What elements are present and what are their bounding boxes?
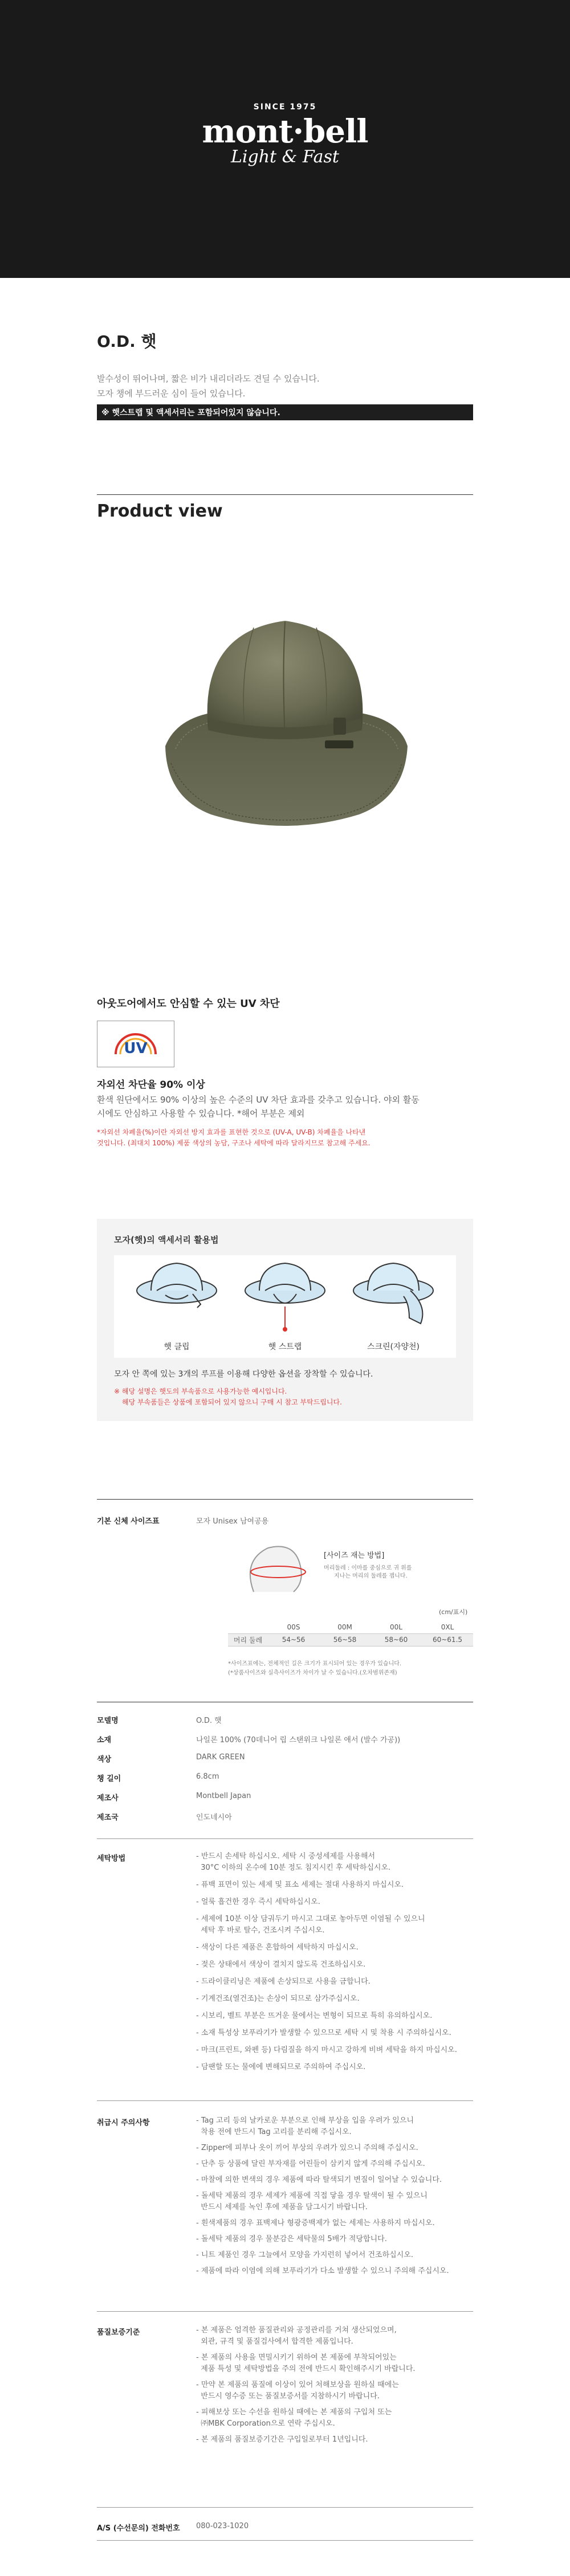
spec-label: 소재 (97, 1736, 112, 1744)
size-label: 기본 신체 사이즈표 (97, 1517, 160, 1526)
size-unit: (cm/표시) (439, 1608, 468, 1616)
product-view-title: Product view (97, 501, 223, 521)
divider (97, 494, 473, 495)
divider (97, 2100, 473, 2101)
spec-row (97, 1788, 473, 1808)
uv-note-1: *자외선 차폐율(%)이란 자외선 방지 효과를 표현한 것으로 (UV-A, UV-B) 차폐율을 나타낸 (97, 1128, 366, 1136)
spec-row (97, 1711, 473, 1730)
quality-item: 반드시 영수증 또는 품질보증서를 지참하시기 바랍니다. (196, 2392, 380, 2401)
washing-item: - 퓨백 표면이 있는 세제 및 표소 세제는 절대 사용하지 마십시오. (196, 1881, 404, 1889)
washing-item: - 시보리, 벨트 부분은 뜨거운 물에서는 변형이 되므로 특히 유의하십시오. (196, 2012, 433, 2020)
spec-label: 제조국 (97, 1813, 119, 1822)
washing-item: - 담팬할 또는 물에에 변해되므로 주의하여 주십시오. (196, 2063, 366, 2071)
size-table (228, 1621, 473, 1647)
size-header-cell: 00M (319, 1621, 370, 1633)
quality-item: - 만약 본 제품의 품질에 이상이 있어 처해보상을 원하실 때에는 (196, 2381, 399, 2389)
accessory-desc: 모자 안 쪽에 있는 3개의 루프를 이용해 다양한 옵션을 장착할 수 있습니다. (114, 1370, 373, 1379)
handling-item: 착용 전에 반드시 Tag 고리를 분리해 주십시오. (196, 2128, 352, 2136)
as-phone: 080-023-1020 (196, 2522, 249, 2530)
washing-label: 세탁방법 (97, 1854, 126, 1863)
accessory-label: 햇 클립 (164, 1342, 190, 1352)
spec-row (97, 1808, 473, 1827)
handling-item: - 돌세탁 제품의 경우 물분감은 세탁물의 5배가 적당합니다. (196, 2235, 387, 2243)
handling-item: - Tag 고리 등의 날카로운 부분으로 인해 부상을 입을 우려가 있으니 (196, 2116, 414, 2125)
spec-table (97, 1711, 473, 1827)
quality-item: - 본 제품은 엄격한 품질관리와 공정관리를 거쳐 생산되었으며, (196, 2326, 397, 2335)
washing-item: - 반드시 손세탁 하십시오. 세탁 시 중성세제를 사용해서 (196, 1852, 376, 1861)
quality-item: 외관, 규격 및 품질검사에서 합격한 제품입니다. (196, 2337, 353, 2346)
accessory-label: 스크린(자양천) (367, 1342, 420, 1352)
handling-item: - 돌세탁 제품의 경우 세제가 제품에 직접 닿을 경우 탈색이 될 수 있으니 (196, 2192, 427, 2200)
montbell-logo (0, 103, 570, 167)
uv-subheading: 자외선 차단율 90% 이상 (97, 1079, 205, 1091)
product-intro (97, 329, 473, 420)
size-table-header (228, 1621, 473, 1633)
handling-item: - Zipper에 피부나 옷이 끼어 부상의 우려가 있으니 주의해 주십시오. (196, 2144, 418, 2152)
spec-label: 챙 길이 (97, 1775, 121, 1783)
washing-item: - 얼룩 흡건한 경우 즉시 세탁하십시오. (196, 1898, 320, 1906)
logo-since: SINCE 1975 (253, 103, 317, 112)
size-cell: 60~61.5 (422, 1633, 473, 1646)
handling-item: 반드시 세제를 녹인 후에 제품을 담그시기 바랍니다. (196, 2203, 368, 2211)
size-header-cell: 00L (370, 1621, 422, 1633)
quality-item: - 피해보상 또는 수선을 원하실 때에는 본 제품의 구입처 또는 (196, 2408, 392, 2417)
handling-item: - 니트 제품인 경우 그늘에서 모양을 가지런히 넣어서 건조하십시오. (196, 2251, 413, 2259)
size-header-cell (228, 1621, 268, 1633)
quality-item: - 본 제품의 품질보증기간은 구입일로부터 1년입니다. (196, 2435, 368, 2444)
uv-desc-1: 환색 원단에서도 90% 이상의 높은 수준의 UV 차단 효과를 갖추고 있습니다. 야외 활동 (97, 1095, 420, 1105)
size-guide-title: [사이즈 재는 방법] (324, 1551, 385, 1560)
size-cell: 54~56 (268, 1633, 319, 1646)
handling-list (196, 2115, 473, 2277)
divider (97, 1499, 473, 1500)
quality-item: ㈜MBK Corporation으로 연락 주십시오. (196, 2419, 335, 2428)
spec-row (97, 1769, 473, 1788)
spec-value: Montbell Japan (196, 1792, 251, 1800)
quality-label: 품질보증기준 (97, 2328, 140, 2337)
accessory-item-screen (342, 1255, 445, 1358)
product-name: O.D. 햇 (97, 332, 157, 351)
spec-row (97, 1730, 473, 1750)
handling-item: - 흰색제품의 경우 표백제나 형광증백제가 없는 세제는 사용하지 마십시오. (196, 2219, 435, 2227)
uv-section (97, 996, 473, 1149)
product-view-header (97, 501, 473, 521)
spec-value: O.D. 햇 (196, 1717, 222, 1725)
washing-item: - 색상이 다른 제품은 혼합하여 세탁하지 마십시오. (196, 1943, 359, 1952)
spec-row (97, 1750, 473, 1769)
size-table-row (228, 1633, 473, 1646)
hat-clip-icon (125, 1255, 228, 1335)
washing-item: - 젖은 상태에서 색상이 결치지 않도록 건조하십시오. (196, 1960, 366, 1969)
accessory-label: 햇 스트랩 (268, 1342, 302, 1352)
washing-list (196, 1851, 473, 2073)
accessory-note-1: ※ 해당 설명은 햇도의 부속품으로 사용가능한 예시입니다. (114, 1387, 287, 1395)
washing-item: - 세제에 10분 이상 담궈두기 마시고 그대로 놓아두면 이염될 수 있으니 (196, 1915, 425, 1923)
divider (97, 2540, 473, 2541)
product-desc-2: 모자 챙에 부드러운 심이 들어 있습니다. (97, 388, 246, 399)
head-icon (228, 1538, 314, 1600)
spec-value: DARK GREEN (196, 1753, 245, 1762)
accessory-note-2: 해당 부속품들은 상품에 포함되어 있지 않으니 구매 시 참고 부탁드립니다. (122, 1398, 342, 1406)
quality-item: - 본 제품의 사용을 면밀시키기 위하여 본 제품에 부착되어있는 (196, 2353, 397, 2362)
product-notice: ※ 햇스트랩 및 액세서리는 포함되어있지 않습니다. (97, 404, 473, 420)
uv-desc-2: 시에도 안심하고 사용할 수 있습니다. *해어 부분은 제외 (97, 1108, 305, 1119)
washing-item: - 마크(프린트, 와펜 등) 다림질을 하지 마시고 강하게 비벼 세탁을 하지 마십시오. (196, 2046, 457, 2054)
washing-item: - 드라이클리닝은 제품에 손상되므로 사용을 금합니다. (196, 1977, 370, 1986)
logo-tagline: Light & Fast (231, 147, 339, 167)
size-guide-desc-2: 지나는 머리의 둘레를 잽니다. (334, 1573, 408, 1579)
handling-item: - 마찰에 의한 변색의 경우 제품에 따라 탈색되기 변질이 일어날 수 있습니다. (196, 2176, 442, 2184)
size-header-cell: 00S (268, 1621, 319, 1633)
sun-screen-icon (342, 1255, 445, 1335)
product-desc-1: 발수성이 뛰어나며, 짧은 비가 내리더라도 견딜 수 있습니다. (97, 374, 320, 384)
brand-hero (0, 0, 570, 278)
uv-logo-text: UV (124, 1040, 148, 1057)
handling-label: 취급시 주의사항 (97, 2119, 150, 2127)
quality-list (196, 2325, 473, 2446)
spec-value: 인도네시아 (196, 1813, 232, 1822)
spec-label: 색상 (97, 1755, 112, 1764)
head-measure-diagram (228, 1538, 314, 1600)
handling-item: - 제품에 따라 이염에 의해 보푸라기가 다소 발생할 수 있으니 주의해 주십시오. (196, 2267, 449, 2275)
spec-value: 6.8cm (196, 1772, 219, 1781)
uv-logo-box (97, 1021, 174, 1067)
size-cell: 56~58 (319, 1633, 370, 1646)
hat-strap-icon (234, 1255, 336, 1335)
accessory-panel (97, 1219, 473, 1421)
divider (97, 1838, 473, 1839)
accessory-title: 모자(햇)의 액세서리 활용법 (114, 1235, 219, 1245)
uv-note-2: 것입니다. (최대치 100%) 제품 색상의 농담, 구조나 세탁에 따라 달라지므로 참고해 주세요. (97, 1139, 370, 1147)
spec-value: 나일론 100% (70데니어 립 스탠위크 나일론 애서 (발수 가공)) (196, 1736, 401, 1744)
accessory-item-hat-clip (125, 1255, 228, 1358)
size-header-cell: 0XL (422, 1621, 473, 1633)
size-cell: 58~60 (370, 1633, 422, 1646)
washing-item: 30°C 이하의 온수에 10분 정도 침지시킨 후 세탁하십시오. (196, 1864, 391, 1872)
as-label: A/S (수선문의) 전화번호 (97, 2524, 180, 2533)
size-target: 모자 Unisex 남여공용 (196, 1517, 269, 1526)
divider (97, 2311, 473, 2312)
divider (97, 2507, 473, 2508)
uv-heading: 아웃도어에서도 안심할 수 있는 UV 차단 (97, 998, 280, 1010)
washing-item: - 기계건조(열건조)는 손상이 되므로 삼가주십시오. (196, 1995, 360, 2003)
spec-label: 제조사 (97, 1794, 119, 1803)
accessory-item-hat-strap (234, 1255, 336, 1358)
size-note-2: (*상품사이즈와 실측사이즈가 차이가 날 수 있습니다.(오차범위존재) (228, 1670, 397, 1676)
spec-label: 모델명 (97, 1717, 119, 1725)
quality-item: 제품 특성 및 세탁방법을 주의 전에 반드시 확인해주시기 바랍니다. (196, 2365, 416, 2373)
uv-icon (110, 1027, 161, 1061)
washing-item: 세탁 후 바로 탈수, 건조시켜 주십시오. (196, 1926, 325, 1935)
size-cell: 머리 둘레 (228, 1633, 268, 1646)
washing-item: - 소재 특성상 보푸라기가 발생할 수 있으므로 세탁 시 및 착용 시 주의하십시오. (196, 2029, 451, 2037)
logo-brand: mont·bell (202, 113, 368, 150)
hat-image (154, 558, 416, 866)
size-note-1: *사이즈표에는, 전체적인 길은 크기가 표시되어 있는 경우가 있습니다. (228, 1661, 402, 1667)
handling-item: - 단추 등 상품에 달린 부자재를 어린들이 삼키지 않게 주의해 주십시오. (196, 2160, 425, 2168)
accessory-illustrations (114, 1255, 456, 1358)
size-guide-desc-1: 머리둘레 : 이마를 중심으로 귀 위를 (324, 1565, 412, 1571)
